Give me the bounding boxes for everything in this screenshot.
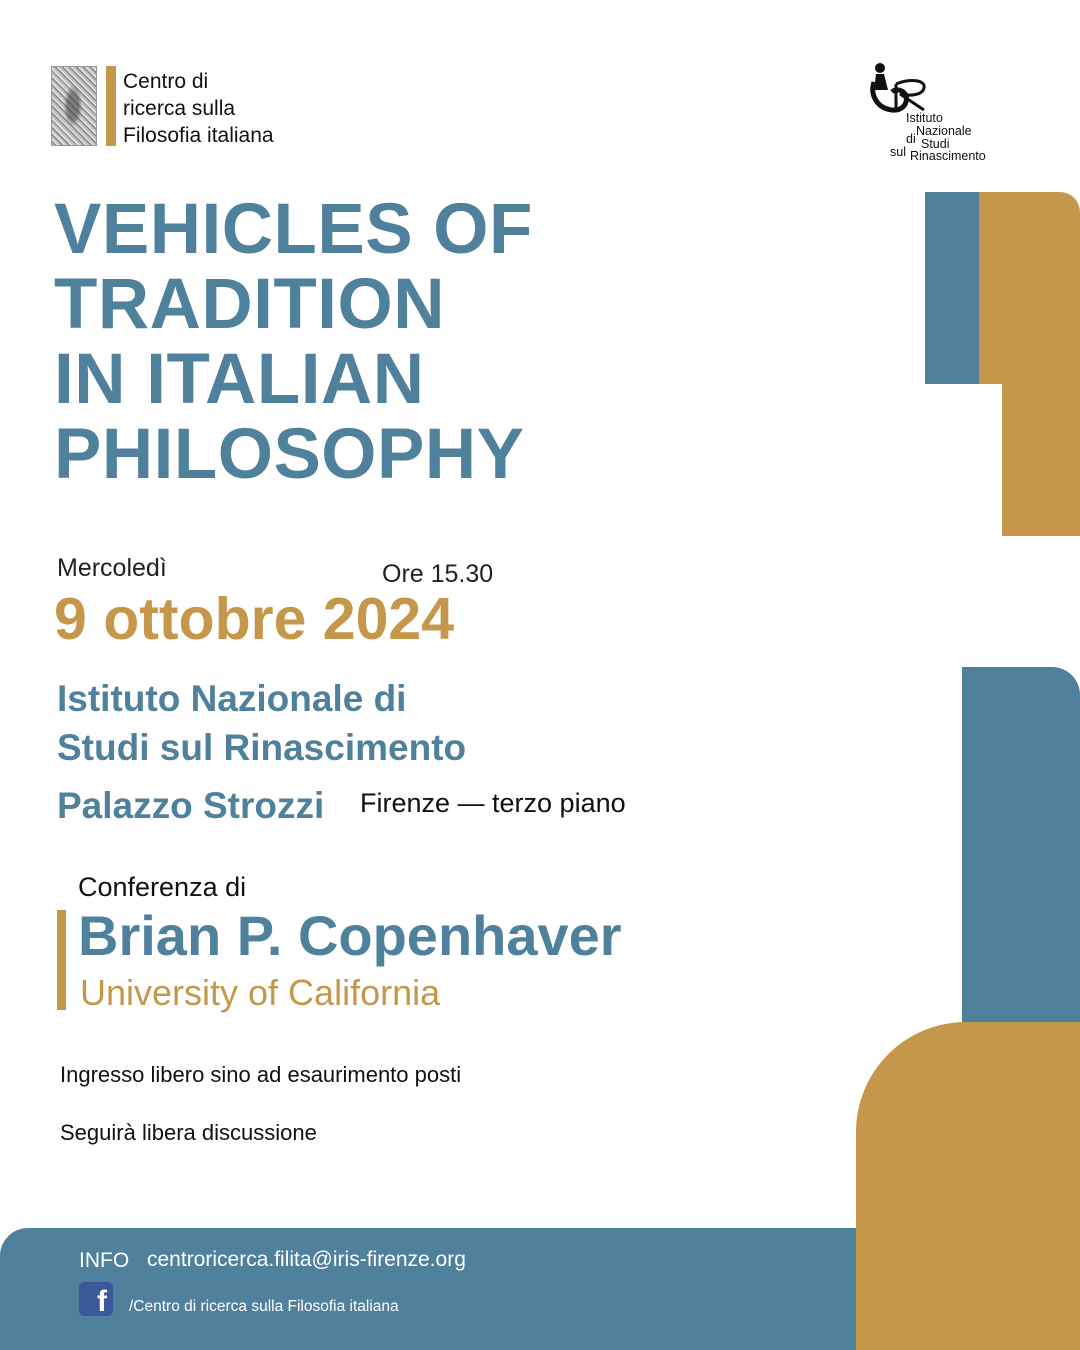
admission-note: Ingresso libero sino ad esaurimento posti xyxy=(60,1062,462,1087)
event-weekday: Mercoledì xyxy=(57,554,167,582)
logo-left-text xyxy=(123,68,274,149)
speaker-name: Brian P. Copenhaver xyxy=(78,904,622,967)
info-email-link[interactable]: centroricerca.filita@iris-firenze.org xyxy=(147,1248,466,1271)
decor-blue-block-top xyxy=(925,192,979,384)
event-time: Ore 15.30 xyxy=(382,560,494,588)
logo-right-line-4: Studi xyxy=(921,137,950,151)
decor-gold-block-top-lower xyxy=(1002,384,1080,536)
decor-gold-block-bottom xyxy=(856,1022,1080,1350)
venue-line-1: Istituto Nazionale di xyxy=(57,678,407,719)
logo-right-line-5: sul xyxy=(890,145,906,159)
logo-right-line-3: di xyxy=(906,132,916,146)
logo-left-line-1: Centro di xyxy=(123,70,209,93)
title-line-3: IN ITALIAN xyxy=(54,340,425,419)
title-line-2: TRADITION xyxy=(54,265,446,344)
facebook-page-link[interactable]: /Centro di ricerca sulla Filosofia italiana xyxy=(129,1298,399,1315)
decor-gold-block-top xyxy=(979,192,1080,384)
discussion-note: Seguirà libera discussione xyxy=(60,1120,317,1145)
logo-divider xyxy=(106,66,116,146)
event-title xyxy=(54,192,614,492)
event-date: 9 ottobre 2024 xyxy=(54,586,455,652)
logo-right-line-1: Istituto xyxy=(906,111,943,125)
logo-left-line-2: ricerca sulla xyxy=(123,97,236,120)
centro-ricerca-logo xyxy=(51,66,291,148)
istituto-logo xyxy=(866,54,1006,166)
speaker-affiliation: University of California xyxy=(80,972,441,1013)
conference-intro: Conferenza di xyxy=(78,872,247,902)
event-venue xyxy=(57,674,466,772)
title-line-4: PHILOSOPHY xyxy=(54,415,525,494)
decor-blue-block-middle xyxy=(962,667,1080,1027)
venue-line-2: Studi sul Rinascimento xyxy=(57,727,467,768)
logo-left-line-3: Filosofia italiana xyxy=(123,124,274,147)
venue-palazzo: Palazzo Strozzi xyxy=(57,785,325,826)
logo-right-line-6: Rinascimento xyxy=(910,149,986,163)
footer-bar xyxy=(0,1228,856,1350)
venue-city-floor: Firenze — terzo piano xyxy=(360,788,626,818)
title-line-1: VEHICLES OF xyxy=(54,190,533,269)
engraving-image xyxy=(51,66,97,146)
speaker-accent-bar xyxy=(57,910,66,1010)
info-label: INFO xyxy=(79,1249,130,1272)
facebook-icon[interactable]: f xyxy=(79,1282,113,1316)
logo-right-line-2: Nazionale xyxy=(916,124,972,138)
istituto-emblem-icon xyxy=(866,54,930,114)
